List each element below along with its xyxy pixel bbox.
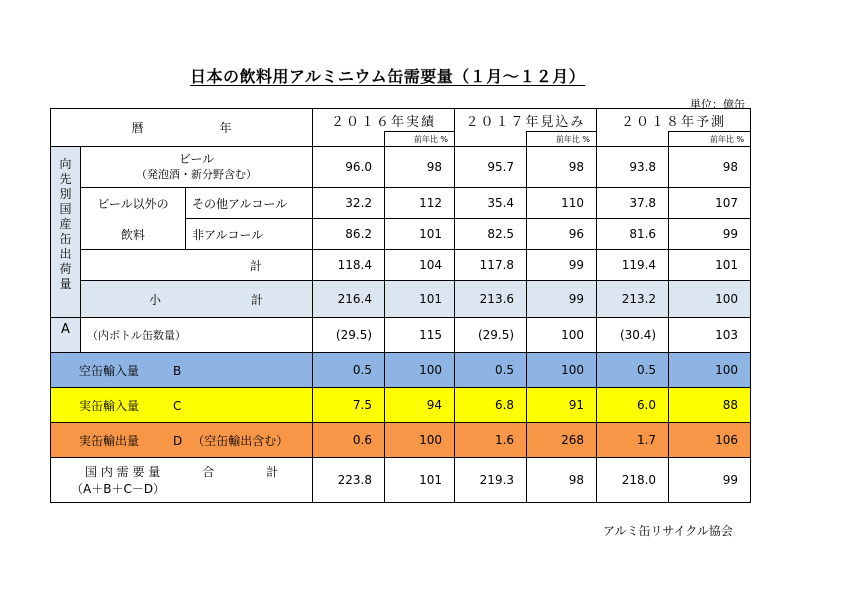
yoy-2017: 前年比 % <box>527 132 597 147</box>
cell: 0.6 <box>313 423 385 458</box>
cell: 91 <box>527 388 597 423</box>
row-filled-export <box>51 423 751 458</box>
page-title: 日本の飲料用アルミニウム缶需要量（１月～１２月） <box>190 67 586 86</box>
cell: 101 <box>385 219 455 250</box>
cell: 213.6 <box>455 281 527 318</box>
header-2018: ２０１８年予測 <box>597 109 751 132</box>
cell: 100 <box>669 281 751 318</box>
total-label: 国 内 需 要 量 合 計 （A＋B＋C－D） <box>51 458 313 503</box>
cell: (29.5) <box>313 318 385 353</box>
cell: 101 <box>669 250 751 281</box>
unit-label: 単位：億缶 <box>690 98 745 111</box>
cell: 218.0 <box>597 458 669 503</box>
footer-organization: アルミ缶リサイクル協会 <box>603 524 733 538</box>
cell: 99 <box>527 250 597 281</box>
header-reki-nen <box>51 109 313 147</box>
cell: 98 <box>669 147 751 188</box>
row-empty-import <box>51 353 751 388</box>
cell: 104 <box>385 250 455 281</box>
cell: 100 <box>527 318 597 353</box>
cell: 1.7 <box>597 423 669 458</box>
cell: 81.6 <box>597 219 669 250</box>
row-subtotal <box>51 281 751 318</box>
cell: 82.5 <box>455 219 527 250</box>
cell: 219.3 <box>455 458 527 503</box>
side-label: 向 先 別 国 産 缶 出 荷 量 <box>51 147 81 318</box>
cell: 96 <box>527 219 597 250</box>
subtotal-label: 小 計 <box>81 281 313 318</box>
cell: 100 <box>385 423 455 458</box>
cell: 115 <box>385 318 455 353</box>
cell: 99 <box>527 281 597 318</box>
cell: 119.4 <box>597 250 669 281</box>
cell: 268 <box>527 423 597 458</box>
empty-import-label: 空缶輸入量 B <box>51 353 313 388</box>
filled-import-label: 実缶輸入量 C <box>51 388 313 423</box>
cell: 88 <box>669 388 751 423</box>
cell: 101 <box>385 281 455 318</box>
cell: 107 <box>669 188 751 219</box>
cell: 96.0 <box>313 147 385 188</box>
filled-export-label: 実缶輸出量 D （空缶輸出含む） <box>51 423 313 458</box>
cell: 1.6 <box>455 423 527 458</box>
other-alcohol-label: その他アルコール <box>186 188 313 219</box>
cell: 93.8 <box>597 147 669 188</box>
demand-table <box>50 108 751 503</box>
cell: 216.4 <box>313 281 385 318</box>
row-filled-import <box>51 388 751 423</box>
cell: 106 <box>669 423 751 458</box>
cell: 7.5 <box>313 388 385 423</box>
cell: 112 <box>385 188 455 219</box>
cell: 101 <box>385 458 455 503</box>
header-nen: 年 <box>219 121 232 135</box>
cell: 213.2 <box>597 281 669 318</box>
bottle-label: （内ボトル缶数量） <box>81 318 313 353</box>
cell: 32.2 <box>313 188 385 219</box>
cell: 100 <box>385 353 455 388</box>
beer-label: ビール （発泡酒・新分野含む） <box>81 147 313 188</box>
cell: 98 <box>527 147 597 188</box>
row-bottle <box>51 318 751 353</box>
header-2017: ２０１７年見込み <box>455 109 597 132</box>
cell: 223.8 <box>313 458 385 503</box>
cell: 0.5 <box>597 353 669 388</box>
row-total <box>51 458 751 503</box>
cell: 6.0 <box>597 388 669 423</box>
cell: 100 <box>527 353 597 388</box>
cell: 95.7 <box>455 147 527 188</box>
header-reki: 暦 <box>131 121 144 135</box>
label-a: A <box>51 318 81 353</box>
cell: (29.5) <box>455 318 527 353</box>
non-beer-group: ビール以外の 飲料 <box>81 188 186 250</box>
cell: 99 <box>669 219 751 250</box>
cell: 117.8 <box>455 250 527 281</box>
cell: 0.5 <box>455 353 527 388</box>
cell: 118.4 <box>313 250 385 281</box>
row-other-alcohol <box>51 188 751 219</box>
cell: 98 <box>385 147 455 188</box>
cell: 6.8 <box>455 388 527 423</box>
cell: 100 <box>669 353 751 388</box>
cell: 94 <box>385 388 455 423</box>
yoy-2018: 前年比 % <box>669 132 751 147</box>
cell: 99 <box>669 458 751 503</box>
header-row <box>51 109 751 132</box>
cell: 110 <box>527 188 597 219</box>
non-alcohol-label: 非アルコール <box>186 219 313 250</box>
yoy-2016: 前年比 % <box>385 132 455 147</box>
cell: 103 <box>669 318 751 353</box>
cell: (30.4) <box>597 318 669 353</box>
row-kei <box>51 250 751 281</box>
cell: 86.2 <box>313 219 385 250</box>
kei-label: 計 <box>81 250 313 281</box>
cell: 0.5 <box>313 353 385 388</box>
row-beer <box>51 147 751 188</box>
cell: 35.4 <box>455 188 527 219</box>
header-2016: ２０１６年実績 <box>313 109 455 132</box>
cell: 37.8 <box>597 188 669 219</box>
cell: 98 <box>527 458 597 503</box>
